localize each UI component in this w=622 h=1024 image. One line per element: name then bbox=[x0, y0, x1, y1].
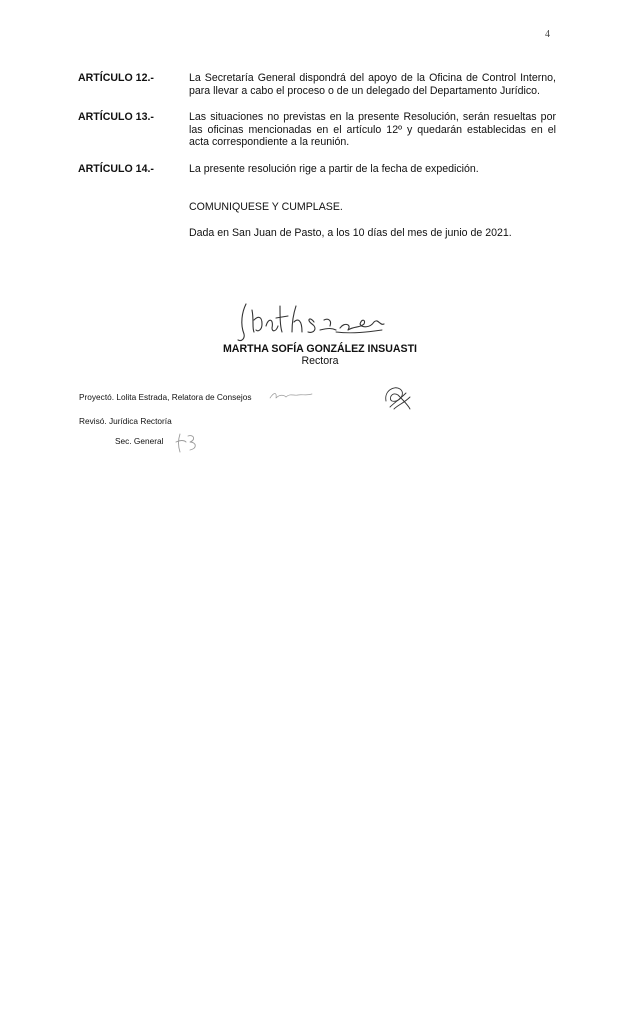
page-number: 4 bbox=[545, 29, 550, 40]
signature-rectora-icon bbox=[232, 298, 392, 344]
article-text: La Secretaría General dispondrá del apoyo de la Oficina de Control Interno, para llevar a cabo el proceso o de un delegado del Departamento Jurídico. bbox=[189, 72, 556, 97]
article-label: ARTÍCULO 12.- bbox=[78, 72, 154, 84]
initials-relatora-icon bbox=[268, 389, 316, 401]
footer-sec-general: Sec. General bbox=[115, 436, 164, 446]
footer-reviewed-by: Revisó. Jurídica Rectoría bbox=[79, 416, 172, 426]
article-text: Las situaciones no previstas en la presente Resolución, serán resueltas por las oficinas mencionadas en el artículo 12º y quedarán establecidas en el acta correspondiente a la reunión. bbox=[189, 111, 556, 149]
closing-formula: COMUNIQUESE Y CUMPLASE. bbox=[189, 201, 343, 213]
closing-date-line: Dada en San Juan de Pasto, a los 10 días del mes de junio de 2021. bbox=[189, 227, 512, 239]
article-12 bbox=[78, 72, 556, 97]
signatory-title: Rectora bbox=[301, 355, 339, 367]
signature-block bbox=[160, 343, 480, 367]
article-label: ARTÍCULO 14.- bbox=[78, 163, 154, 175]
footer-prepared-by: Proyectó. Lolita Estrada, Relatora de Consejos bbox=[79, 392, 252, 402]
article-14 bbox=[78, 163, 556, 176]
initials-sec-general-icon bbox=[174, 432, 204, 454]
article-text: La presente resolución rige a partir de la fecha de expedición. bbox=[189, 163, 479, 175]
article-13 bbox=[78, 111, 556, 149]
initials-juridica-icon bbox=[380, 381, 414, 413]
article-label: ARTÍCULO 13.- bbox=[78, 111, 154, 123]
signatory-name: MARTHA SOFÍA GONZÁLEZ INSUASTI bbox=[222, 343, 417, 355]
